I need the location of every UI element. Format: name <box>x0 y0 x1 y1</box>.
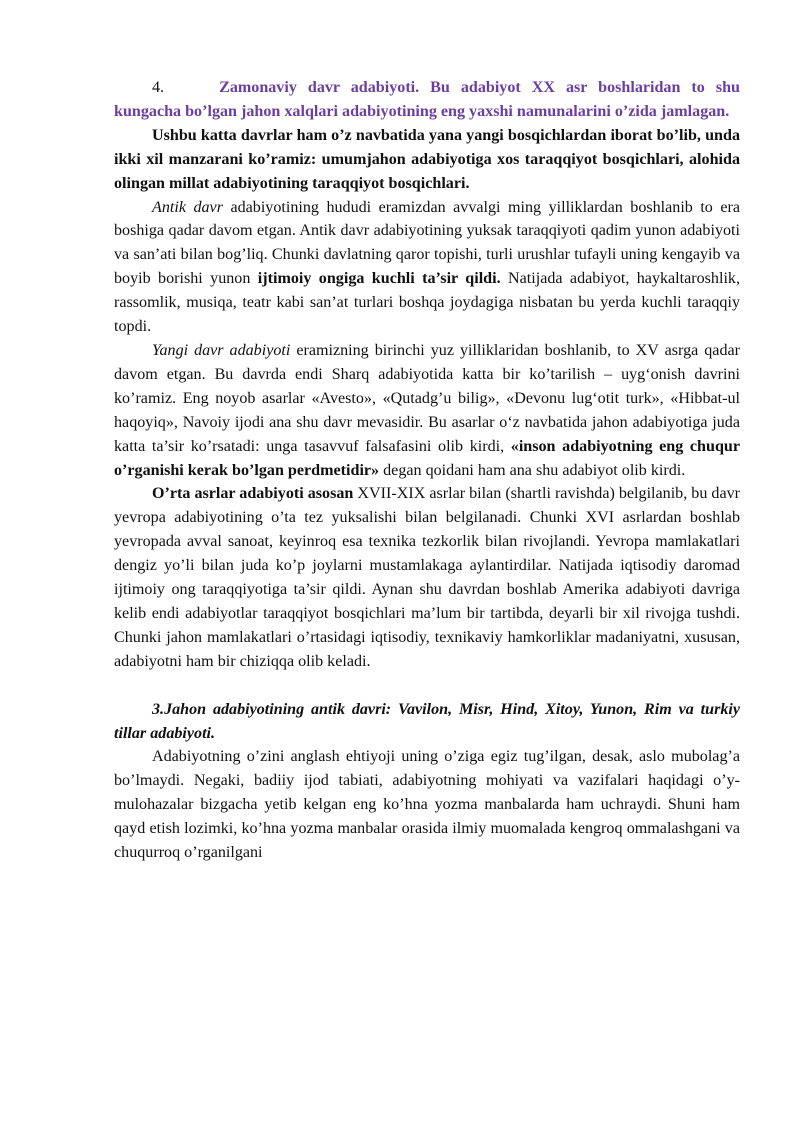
antik-term: Antik davr <box>152 198 223 216</box>
section-4-paragraph <box>114 76 740 124</box>
section-3-heading: 3.Jahon adabiyotining antik davri: Vavilon, Misr, Hind, Xitoy, Yunon, Rim va turkiy tillar adabiyoti. <box>114 700 740 742</box>
yangi-bold: «inson adabiyotning eng chuqur o’rganishi kerak bo’lgan perdmetidir» <box>114 437 740 479</box>
section-4-text: Zamonaviy davr adabiyoti. Bu adabiyot XX asr boshlaridan to shu kungacha bo’lgan jahon xalqlari adabiyotining eng yaxshi namunalarini o’zida jamlagan. <box>114 79 740 120</box>
yangi-term: Yangi davr adabiyoti <box>152 341 291 359</box>
antik-bold: ijtimoiy ongiga kuchli ta’sir qildi. <box>257 270 501 288</box>
yangi-text-2: degan qoidani ham ana shu adabiyot olib kirdi. <box>379 461 686 479</box>
orta-text: XVII-XIX asrlar bilan (shartli ravishda) belgilanib, bu davr yevropa adabiyotining o’ta tez yuksalishi bilan belgilanadi. Chunki XVI asrlardan boshlab yevropada avval sanoat, keyinroq esa texnika tezkorlik bilan rivojlandi. Yevropa mamlakatlari dengiz yo’li bilan juda ko’p joylarni mustamlakaga aylantirdilar. Natijada iqtisodiy daromad ijtimoiy ong taraqqiyotiga ta’sir qildi. Aynan shu davrdan boshlab Amerika adabiyoti davriga kelib endi adabiyotlar taraqqiyot bosqichlari ma’lum bir tartibda, deyarli bir xil rivojga tushdi. Chunki jahon mamlakatlari o’rtasidagi iqtisodiy, texnikaviy hamkorliklar madaniyatni, xususan, adabiyotni ham bir chiziqqa olib keladi. <box>114 485 740 670</box>
antik-text-2: Natijada adabiyot, haykaltaroshlik, rassomlik, musiqa, teatr kabi san’at turlari boshqa joydagiga nisbatan bu yerda kuchli taraqqiy topdi. <box>114 270 740 336</box>
document-page <box>114 76 740 865</box>
section-number: 4. <box>152 79 165 96</box>
last-paragraph: Adabiyotning o’zini anglash ehtiyoji uning o’ziga egiz tug’ilgan, desak, aslo mubolag’a bo’lmaydi. Negaki, badiiy ijod tabiati, adabiyotning mohiyati va vazifalari haqidagi o’y-mulohazalar bizgacha yetib kelgan eng ko’hna yozma manbalarda ham uchraydi. Shuni ham qayd etish lozimki, ko’hna yozma manbalar orasida ilmiy muomalada kengroq ommalashgani va chuqurroq o’rganilgani <box>114 748 740 862</box>
stages-paragraph: Ushbu katta davrlar ham o’z navbatida yana yangi bosqichlardan iborat bo’lib, unda ikki xil manzarani ko’ramiz: umumjahon adabiyotiga xos taraqqiyot bosqichlari, alohida olingan millat adabiyotining taraqqiyot bosqichlari. <box>114 126 740 192</box>
orta-bold: O’rta asrlar adabiyoti asosan <box>152 485 354 503</box>
yangi-text-1: eramizning birinchi yuz yilliklaridan boshlanib, to XV asrga qadar davom etgan. Bu davrda endi Sharq adabiyotida katta bir ko’tarilish – uyg‘onish davrini ko’ramiz. Eng noyob asarlar «Avesto», «Qutadg’u bilig», «Devonu lug‘otit turk», «Hibbat-ul haqoyiq», Navoiy ijodi ana shu davr mevasidir. Bu asarlar o‘z navbatida jahon adabiyotiga juda katta ta’sir ko’rsatadi: unga tasavvuf falsafasini olib kirdi, <box>114 341 740 455</box>
yangi-paragraph <box>114 339 740 482</box>
antik-text-1: adabiyotining hududi eramizdan avvalgi ming yilliklardan boshlanib to era boshiga qadar davom etgan. Antik davr adabiyotining yuksak taraqqiyoti qadim yunon adabiyoti va san’ati bilan bog’liq. Chunki davlatning qaror topishi, turli urushlar tufayli uning kengayib va boyib borishi yunon <box>114 198 740 288</box>
antik-paragraph <box>114 196 740 339</box>
blank-line <box>114 674 740 698</box>
orta-paragraph <box>114 482 740 673</box>
